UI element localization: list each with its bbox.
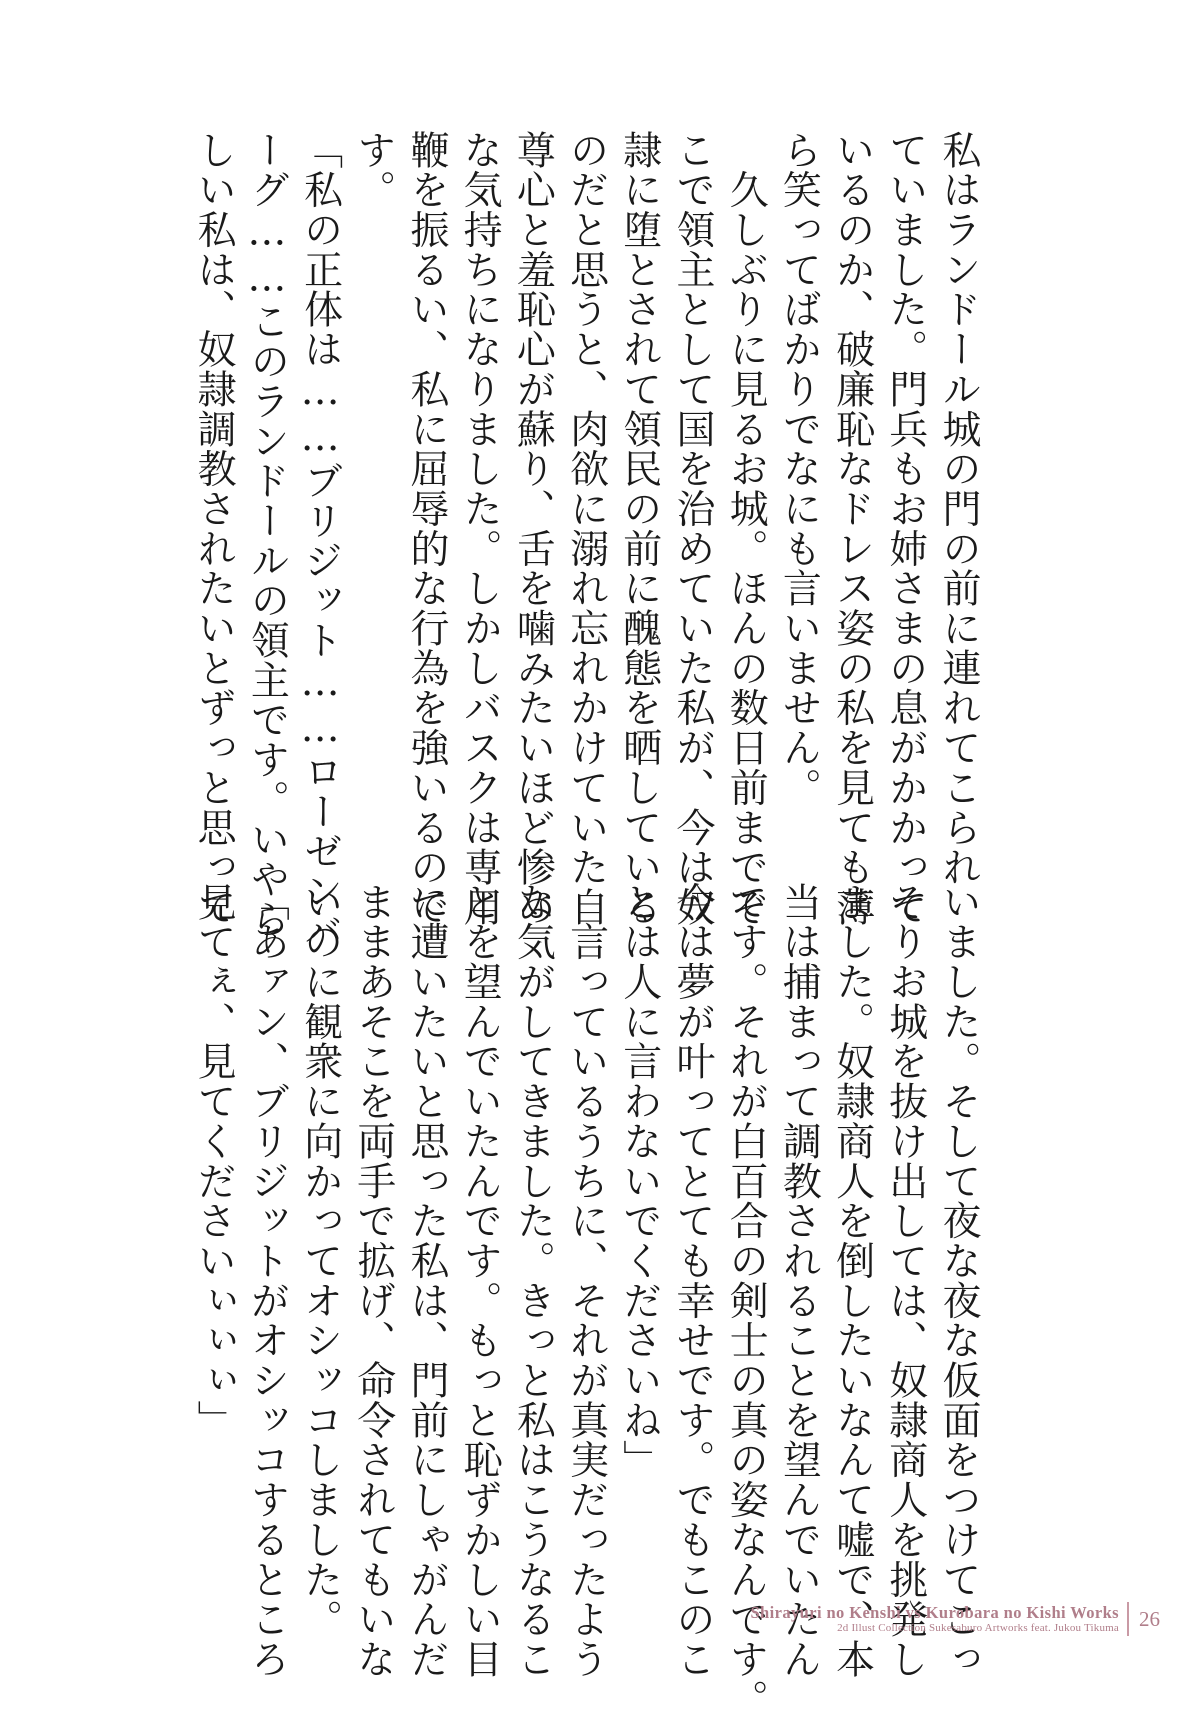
text-line: ーグ……このランドールの領主です。いやら: [244, 130, 290, 939]
text-line: いのに観衆に向かってオシッコしました。: [297, 882, 343, 1640]
text-line: こで領主として国を治めていた私が、今は奴: [669, 130, 715, 927]
text-line: 言っているうちに、それが真実だったよう: [563, 882, 609, 1679]
text-line: ていました。門兵もお姉さまの息がかかって: [882, 130, 928, 927]
text-line: 久しぶりに見るお城。ほんの数日前までそ: [723, 130, 769, 927]
footer-title: Shirayuri no Kenshi vs Kurobara no Kishi Works: [750, 1603, 1119, 1622]
text-line: す。: [350, 130, 396, 210]
text-block-top: [191, 130, 985, 951]
text-line: ら笑ってばかりでなにも言いません。: [776, 130, 822, 808]
text-line: のだと思うと、肉欲に溺れ忘れかけていた自: [563, 130, 609, 927]
text-line: 当は捕まって調教されることを望んでいたん: [776, 882, 822, 1679]
text-line: ました。奴隷商人を倒したいなんて嘘で、本: [829, 882, 875, 1679]
page-footer: [750, 1602, 1160, 1636]
text-line: いるのか、破廉恥なドレス姿の私を見ても薄: [829, 130, 875, 927]
text-line: 見てぇ、見てくださいぃぃぃ」: [191, 882, 237, 1440]
text-line: 隷に堕とされて領民の前に醜態を晒している: [616, 130, 662, 927]
text-line: 「私の正体は……ブリジット……ローゼンバ: [297, 130, 343, 951]
page-number: 26: [1139, 1606, 1160, 1631]
footer-text: [750, 1603, 1119, 1635]
footer-divider: [1127, 1602, 1129, 1636]
text-line: とを望んでいたんです。もっと恥ずかしい目: [457, 882, 503, 1679]
text-line: とは人に言わないでくださいね」: [616, 882, 662, 1480]
text-line: 私はランドール城の門の前に連れてこられ: [936, 130, 981, 888]
text-line: な気持ちになりました。しかしバスクは専用: [457, 130, 503, 927]
text-line: 今は夢が叶ってとても幸せです。でもこのこ: [669, 882, 715, 1679]
text-line: 鞭を振るい、私に屈辱的な行為を強いるので: [403, 130, 449, 927]
text-line: そりお城を抜け出しては、奴隷商人を挑発し: [882, 882, 928, 1679]
text-line: ままあそこを両手で拡げ、命令されてもいな: [350, 882, 396, 1679]
text-line: いました。そして夜な夜な仮面をつけてこっ: [936, 882, 981, 1679]
text-line: しい私は、奴隷調教されたいとずっと思って: [191, 130, 237, 927]
footer-subtitle: 2d Illust Collection Sukesaburo Artworks feat. Jukou Tikuma: [837, 1622, 1119, 1634]
text-line: です。それが白百合の剣士の真の姿なんです。: [723, 882, 769, 1719]
text-line: 「あァン、ブリジットがオシッコするところ: [244, 882, 290, 1679]
text-line: 尊心と羞恥心が蘇り、舌を噛みたいほど惨め: [510, 130, 556, 927]
text-line: に遭いたいと思った私は、門前にしゃがんだ: [403, 882, 449, 1679]
text-line: な気がしてきました。きっと私はこうなるこ: [510, 882, 556, 1679]
